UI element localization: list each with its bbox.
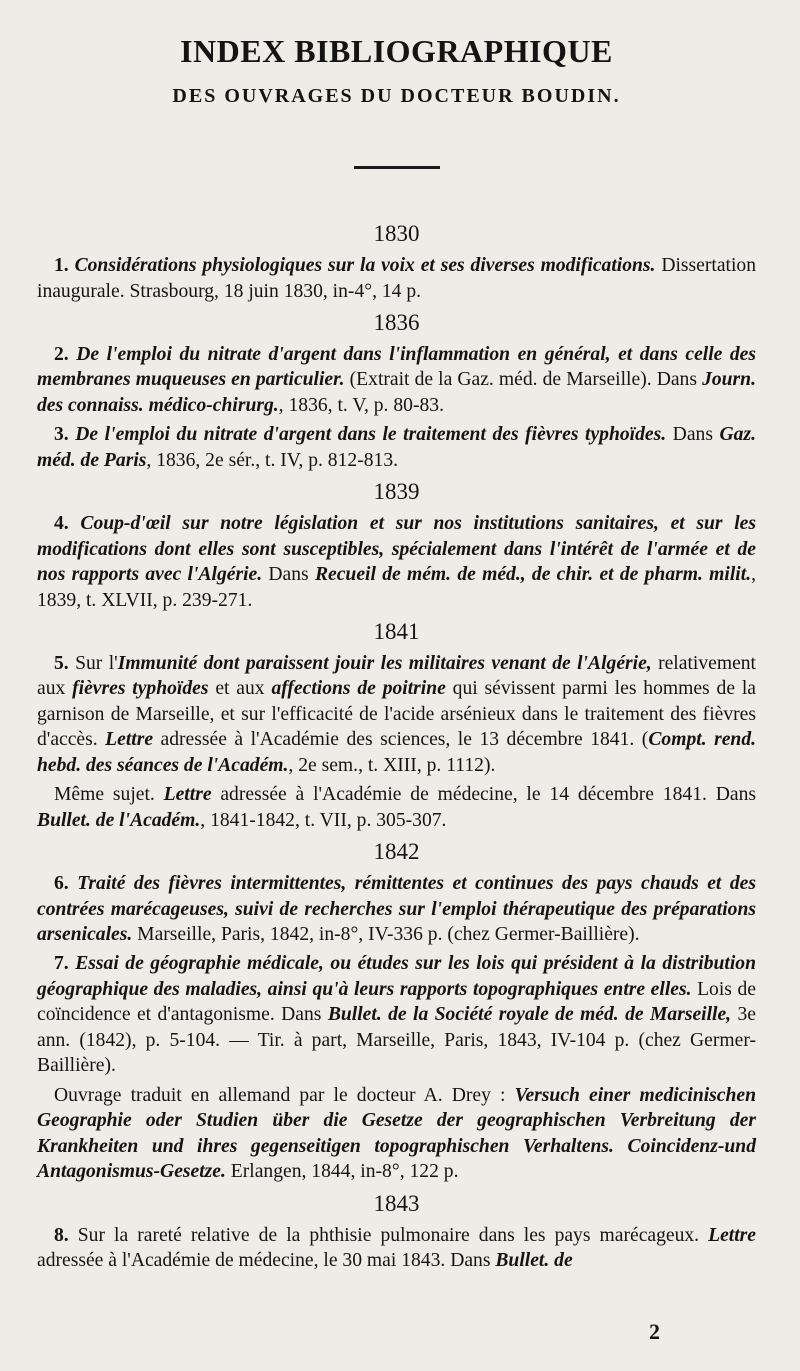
entry-text: adressée à l'Académie de médecine, le 30 mai 1843. Dans (37, 1250, 496, 1272)
entry-number: 6. (54, 873, 78, 895)
entry-title-text: Lettre (105, 729, 154, 751)
year-heading: 1830 (373, 221, 420, 247)
entry-number: 4. (54, 513, 81, 535)
entry-title-text: De l'emploi du nitrate d'argent dans le traitement des fièvres typhoïdes. (75, 424, 667, 446)
bibliography-entry (37, 342, 756, 418)
bibliography-entry (37, 1083, 756, 1185)
entry-title-text: Gaz. méd. de Paris (37, 424, 756, 471)
entry-number: 5. (54, 652, 76, 674)
entry-title-text: Considérations physiologiques sur la voix et ses diverses modifications. (74, 255, 656, 277)
entry-text: Lois de coïncidence et d'antagonisme. Dans (37, 978, 757, 1026)
title-rule (354, 166, 440, 169)
bibliography-entry (37, 511, 756, 613)
page-subtitle: DES OUVRAGES DU DOCTEUR BOUDIN. (172, 85, 621, 108)
entry-text: Sur la rareté relative de la phthisie pulmonaire dans les pays marécageux. (77, 1224, 709, 1246)
entry-text: Marseille, Paris, 1842, in-8°, IV-336 p. (chez Germer-Baillière). (132, 924, 640, 946)
year-heading: 1842 (373, 839, 420, 865)
entry-title-text: Coup-d'œil sur notre législation et sur nos institutions sanitaires, et sur les modifications dont elles sont susceptibles, spécialement dans l'intérêt de l'armée et de nos rapports avec l'Algérie. (37, 513, 756, 586)
entry-number: 1. (54, 255, 75, 277)
entry-text: , 1836, 2e sér., t. IV, p. 812-813. (146, 449, 399, 471)
year-heading: 1841 (373, 619, 420, 645)
year-heading: 1839 (373, 479, 420, 505)
bibliography-entry (37, 651, 756, 778)
entry-title-text: Lettre (708, 1224, 756, 1246)
entry-title-text: De l'emploi du nitrate d'argent dans l'inflammation en général, et dans celle des membranes muqueuses en particulier. (37, 343, 757, 391)
entry-title-text: Bullet. de (495, 1250, 573, 1272)
entry-text: Dans (666, 424, 720, 446)
entry-text: (Extrait de la Gaz. méd. de Marseille). Dans (344, 369, 703, 391)
entry-text: Même sujet. (54, 784, 164, 806)
entry-title-text: Lettre (163, 784, 212, 806)
entry-title-text: Versuch einer medicinischen Geographie oder Studien über die Gesetze der geographischen Verbreitung der Krankheiten und ihres gegenseitigen topographischen Verhaltens. Coincidenz-und Antagonismus-Gesetze. (37, 1084, 756, 1183)
entry-title-text: Recueil de mém. de méd., de chir. et de pharm. milit. (314, 564, 752, 586)
entry-text: Ouvrage traduit en allemand par le docteur A. Drey : (54, 1084, 515, 1106)
entry-text: Erlangen, 1844, in-8°, 122 p. (225, 1161, 459, 1183)
entry-text: adressée à l'Académie des sciences, le 13 décembre 1841. ( (153, 729, 649, 751)
bibliography-index (37, 219, 756, 1273)
entry-text: Dans (262, 564, 315, 586)
entry-number: 2. (54, 343, 77, 365)
entry-text: , 1839, t. XLVII, p. 239-271. (37, 564, 756, 611)
year-heading: 1843 (373, 1190, 420, 1216)
entry-title-text: affections de poitrine (271, 678, 446, 700)
bibliography-entry (37, 782, 756, 833)
bibliography-entry (37, 951, 756, 1078)
entry-text: , 1836, t. V, p. 80-83. (278, 394, 444, 416)
entry-title-text: Compt. rend. hebd. des séances de l'Académ. (37, 729, 757, 776)
entry-text: , 2e sem., t. XIII, p. 1112). (288, 754, 496, 776)
entry-text: Sur l' (75, 652, 118, 674)
entry-title-text: Journ. des connaiss. médico-chirurg. (37, 369, 756, 416)
entry-title-text: Bullet. de la Société royale de méd. de Marseille, (327, 1004, 732, 1026)
entry-title-text: Immunité dont paraissent jouir les militaires venant de l'Algérie, (117, 652, 652, 674)
page-number: 2 (649, 1319, 660, 1344)
entry-title-text: Bullet. de l'Académ. (37, 809, 201, 831)
entry-text: relativement aux (37, 652, 757, 700)
entry-text: adressée à l'Académie de médecine, le 14 décembre 1841. Dans (211, 784, 757, 806)
entry-title-text: Traité des fièvres intermittentes, rémittentes et continues des pays chauds et des contrées marécageuses, suivi de recherches sur l'emploi thérapeutique des préparations arsenicales. (37, 873, 756, 946)
bibliography-entry (37, 1223, 756, 1274)
entry-text: qui sévissent parmi les hommes de la garnison de Marseille, et sur l'efficacité de l'acide arsénieux dans le traitement des fièvres d'accès. (37, 678, 756, 751)
year-heading: 1836 (373, 310, 420, 336)
entry-number: 8. (54, 1224, 78, 1246)
page-title: INDEX BIBLIOGRAPHIQUE (180, 33, 613, 69)
entry-number: 3. (54, 424, 76, 446)
bibliography-entry (37, 871, 756, 947)
entry-title-text: Essai de géographie médicale, ou études sur les lois qui président à la distribution géographique des maladies, ainsi qu'à leurs rapports topographiques entre elles. (37, 953, 756, 1000)
entry-text: , 1841-1842, t. VII, p. 305-307. (200, 809, 447, 831)
entry-text: 3e ann. (1842), p. 5-104. — Tir. à part, Marseille, Paris, 1843, IV-104 p. (chez Germer-Baillière). (37, 1004, 756, 1077)
entry-number: 7. (54, 953, 76, 975)
entry-text: Dissertation inaugurale. Strasbourg, 18 juin 1830, in-4°, 14 p. (37, 255, 757, 302)
entry-text: et aux (208, 678, 272, 700)
bibliography-entry (37, 253, 756, 304)
bibliography-entry (37, 422, 756, 473)
entry-title-text: fièvres typhoïdes (72, 678, 209, 700)
